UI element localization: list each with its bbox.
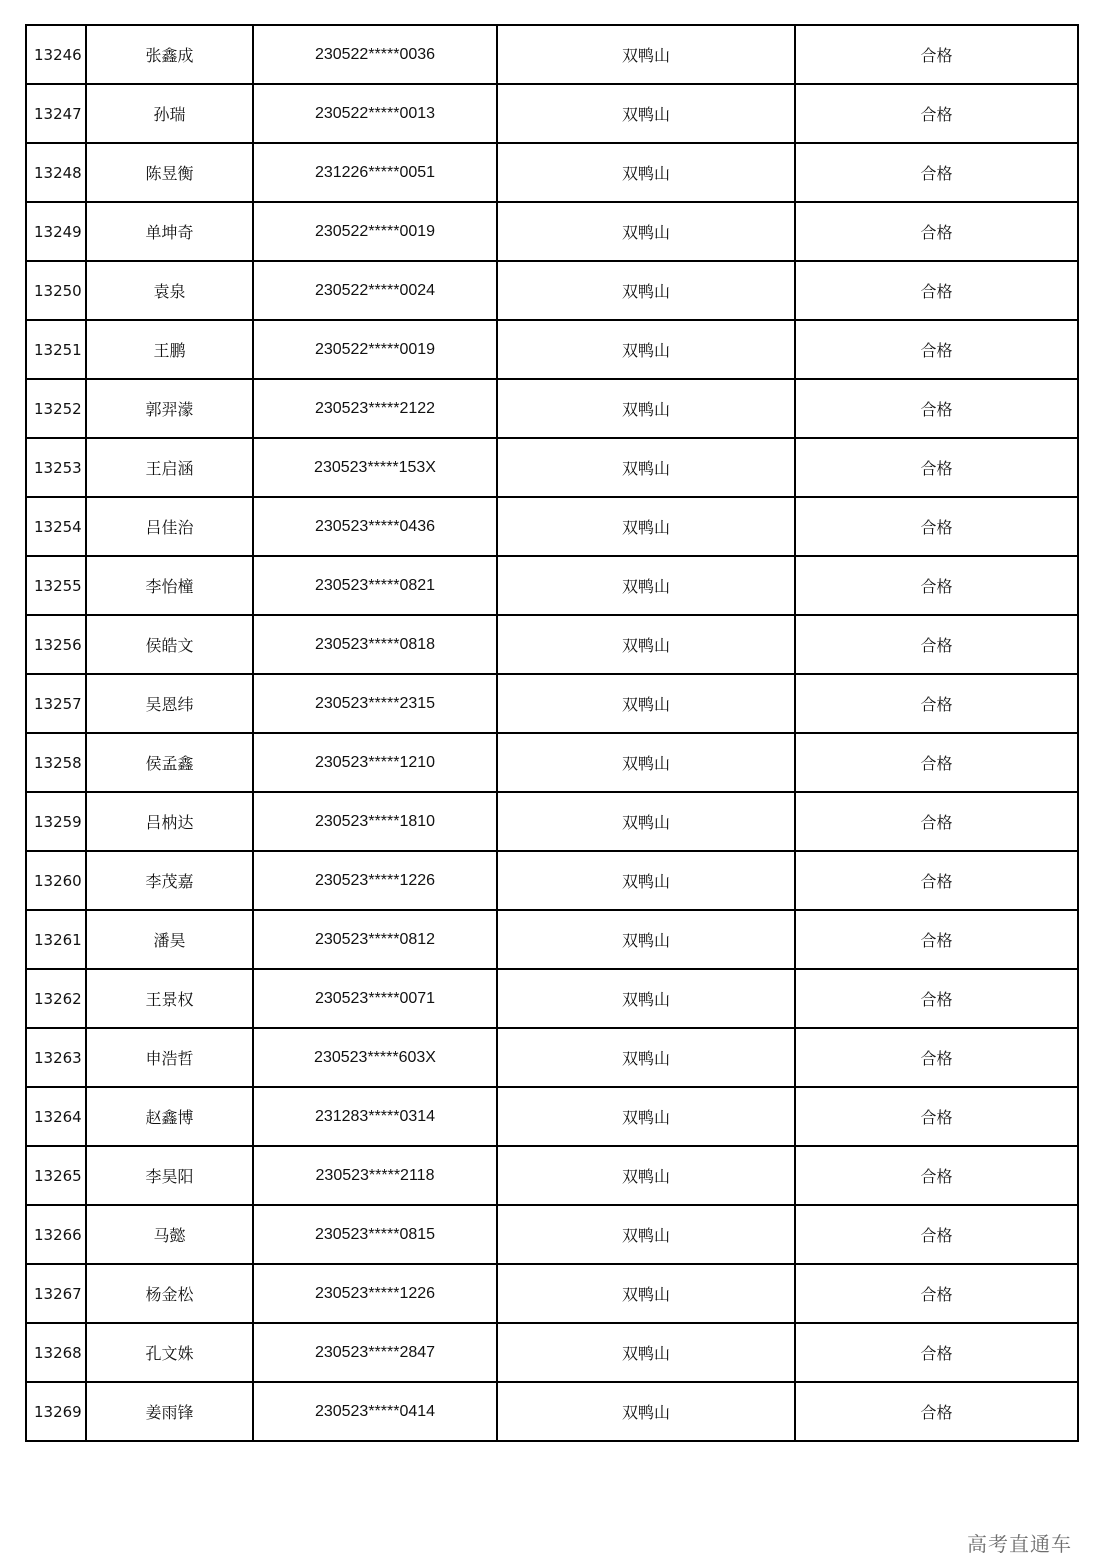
cell-name: 单坤奇 xyxy=(86,202,253,261)
table-row xyxy=(26,438,1078,497)
cell-name: 吴恩纬 xyxy=(86,674,253,733)
table-row xyxy=(26,1264,1078,1323)
cell-region: 双鸭山 xyxy=(497,320,795,379)
cell-region: 双鸭山 xyxy=(497,497,795,556)
cell-region: 双鸭山 xyxy=(497,910,795,969)
cell-id-number: 230522*****0019 xyxy=(253,202,497,261)
cell-seq: 13253 xyxy=(26,438,86,497)
cell-result: 合格 xyxy=(795,379,1078,438)
cell-name: 孙瑞 xyxy=(86,84,253,143)
table-row xyxy=(26,1146,1078,1205)
cell-region: 双鸭山 xyxy=(497,792,795,851)
cell-id-number: 230523*****2122 xyxy=(253,379,497,438)
cell-seq: 13256 xyxy=(26,615,86,674)
table-row xyxy=(26,497,1078,556)
cell-name: 潘昊 xyxy=(86,910,253,969)
table-row xyxy=(26,143,1078,202)
cell-id-number: 231226*****0051 xyxy=(253,143,497,202)
cell-region: 双鸭山 xyxy=(497,1028,795,1087)
table-row xyxy=(26,1382,1078,1441)
cell-result: 合格 xyxy=(795,25,1078,84)
cell-id-number: 230522*****0019 xyxy=(253,320,497,379)
cell-name: 王启涵 xyxy=(86,438,253,497)
cell-id-number: 230523*****1810 xyxy=(253,792,497,851)
cell-seq: 13255 xyxy=(26,556,86,615)
cell-seq: 13261 xyxy=(26,910,86,969)
cell-seq: 13265 xyxy=(26,1146,86,1205)
results-table xyxy=(25,24,1079,1442)
cell-result: 合格 xyxy=(795,792,1078,851)
cell-seq: 13264 xyxy=(26,1087,86,1146)
cell-name: 吕佳治 xyxy=(86,497,253,556)
cell-id-number: 230523*****1226 xyxy=(253,1264,497,1323)
cell-seq: 13268 xyxy=(26,1323,86,1382)
cell-result: 合格 xyxy=(795,1087,1078,1146)
cell-region: 双鸭山 xyxy=(497,615,795,674)
table-row xyxy=(26,261,1078,320)
table-row xyxy=(26,379,1078,438)
cell-seq: 13254 xyxy=(26,497,86,556)
cell-seq: 13269 xyxy=(26,1382,86,1441)
table-row xyxy=(26,792,1078,851)
cell-result: 合格 xyxy=(795,615,1078,674)
cell-id-number: 230523*****0414 xyxy=(253,1382,497,1441)
cell-id-number: 230523*****603X xyxy=(253,1028,497,1087)
cell-result: 合格 xyxy=(795,1028,1078,1087)
cell-id-number: 230523*****0071 xyxy=(253,969,497,1028)
cell-name: 申浩哲 xyxy=(86,1028,253,1087)
cell-region: 双鸭山 xyxy=(497,733,795,792)
cell-seq: 13263 xyxy=(26,1028,86,1087)
cell-region: 双鸭山 xyxy=(497,1087,795,1146)
table-row xyxy=(26,851,1078,910)
table-row xyxy=(26,1205,1078,1264)
cell-seq: 13258 xyxy=(26,733,86,792)
cell-seq: 13248 xyxy=(26,143,86,202)
cell-name: 侯孟鑫 xyxy=(86,733,253,792)
cell-result: 合格 xyxy=(795,674,1078,733)
cell-id-number: 230523*****0436 xyxy=(253,497,497,556)
cell-id-number: 230522*****0013 xyxy=(253,84,497,143)
cell-result: 合格 xyxy=(795,1205,1078,1264)
cell-region: 双鸭山 xyxy=(497,1205,795,1264)
cell-name: 吕枘达 xyxy=(86,792,253,851)
cell-result: 合格 xyxy=(795,556,1078,615)
cell-region: 双鸭山 xyxy=(497,556,795,615)
cell-result: 合格 xyxy=(795,1382,1078,1441)
cell-name: 孔文姝 xyxy=(86,1323,253,1382)
cell-id-number: 230523*****2315 xyxy=(253,674,497,733)
cell-result: 合格 xyxy=(795,910,1078,969)
cell-id-number: 231283*****0314 xyxy=(253,1087,497,1146)
cell-seq: 13252 xyxy=(26,379,86,438)
cell-id-number: 230523*****1226 xyxy=(253,851,497,910)
table-row xyxy=(26,84,1078,143)
cell-name: 姜雨锋 xyxy=(86,1382,253,1441)
cell-result: 合格 xyxy=(795,969,1078,1028)
cell-region: 双鸭山 xyxy=(497,1323,795,1382)
cell-result: 合格 xyxy=(795,320,1078,379)
table-row xyxy=(26,674,1078,733)
cell-seq: 13250 xyxy=(26,261,86,320)
cell-result: 合格 xyxy=(795,851,1078,910)
cell-seq: 13266 xyxy=(26,1205,86,1264)
cell-name: 马懿 xyxy=(86,1205,253,1264)
cell-seq: 13267 xyxy=(26,1264,86,1323)
cell-id-number: 230523*****0812 xyxy=(253,910,497,969)
cell-name: 赵鑫博 xyxy=(86,1087,253,1146)
table-row xyxy=(26,202,1078,261)
cell-region: 双鸭山 xyxy=(497,25,795,84)
cell-name: 郭羿濛 xyxy=(86,379,253,438)
cell-seq: 13260 xyxy=(26,851,86,910)
cell-seq: 13257 xyxy=(26,674,86,733)
cell-region: 双鸭山 xyxy=(497,1146,795,1205)
cell-name: 王景权 xyxy=(86,969,253,1028)
cell-region: 双鸭山 xyxy=(497,969,795,1028)
cell-name: 李怡橦 xyxy=(86,556,253,615)
table-row xyxy=(26,25,1078,84)
cell-id-number: 230523*****2847 xyxy=(253,1323,497,1382)
table-row xyxy=(26,1028,1078,1087)
table-row xyxy=(26,969,1078,1028)
watermark-text: 高考直通车 xyxy=(967,1532,1072,1556)
cell-result: 合格 xyxy=(795,202,1078,261)
cell-seq: 13251 xyxy=(26,320,86,379)
cell-name: 侯皓文 xyxy=(86,615,253,674)
cell-region: 双鸭山 xyxy=(497,1382,795,1441)
cell-region: 双鸭山 xyxy=(497,438,795,497)
cell-result: 合格 xyxy=(795,497,1078,556)
table-row xyxy=(26,733,1078,792)
cell-region: 双鸭山 xyxy=(497,851,795,910)
cell-name: 陈昱衡 xyxy=(86,143,253,202)
cell-region: 双鸭山 xyxy=(497,84,795,143)
cell-region: 双鸭山 xyxy=(497,379,795,438)
cell-name: 李茂嘉 xyxy=(86,851,253,910)
cell-seq: 13246 xyxy=(26,25,86,84)
cell-seq: 13262 xyxy=(26,969,86,1028)
cell-seq: 13259 xyxy=(26,792,86,851)
table-row xyxy=(26,556,1078,615)
cell-region: 双鸭山 xyxy=(497,1264,795,1323)
cell-name: 袁泉 xyxy=(86,261,253,320)
cell-id-number: 230522*****0024 xyxy=(253,261,497,320)
table-row xyxy=(26,615,1078,674)
cell-id-number: 230523*****1210 xyxy=(253,733,497,792)
table-row xyxy=(26,910,1078,969)
cell-region: 双鸭山 xyxy=(497,143,795,202)
cell-result: 合格 xyxy=(795,84,1078,143)
cell-name: 杨金松 xyxy=(86,1264,253,1323)
cell-seq: 13247 xyxy=(26,84,86,143)
cell-region: 双鸭山 xyxy=(497,202,795,261)
cell-region: 双鸭山 xyxy=(497,261,795,320)
cell-id-number: 230523*****0821 xyxy=(253,556,497,615)
cell-name: 王鹏 xyxy=(86,320,253,379)
results-table-body xyxy=(26,25,1078,1441)
cell-seq: 13249 xyxy=(26,202,86,261)
cell-result: 合格 xyxy=(795,1264,1078,1323)
cell-id-number: 230523*****153X xyxy=(253,438,497,497)
cell-result: 合格 xyxy=(795,1146,1078,1205)
cell-region: 双鸭山 xyxy=(497,674,795,733)
cell-id-number: 230522*****0036 xyxy=(253,25,497,84)
cell-result: 合格 xyxy=(795,1323,1078,1382)
cell-id-number: 230523*****0818 xyxy=(253,615,497,674)
cell-result: 合格 xyxy=(795,261,1078,320)
cell-name: 李昊阳 xyxy=(86,1146,253,1205)
cell-id-number: 230523*****2118 xyxy=(253,1146,497,1205)
cell-result: 合格 xyxy=(795,733,1078,792)
cell-name: 张鑫成 xyxy=(86,25,253,84)
cell-id-number: 230523*****0815 xyxy=(253,1205,497,1264)
cell-result: 合格 xyxy=(795,143,1078,202)
table-row xyxy=(26,320,1078,379)
table-row xyxy=(26,1087,1078,1146)
cell-result: 合格 xyxy=(795,438,1078,497)
table-row xyxy=(26,1323,1078,1382)
